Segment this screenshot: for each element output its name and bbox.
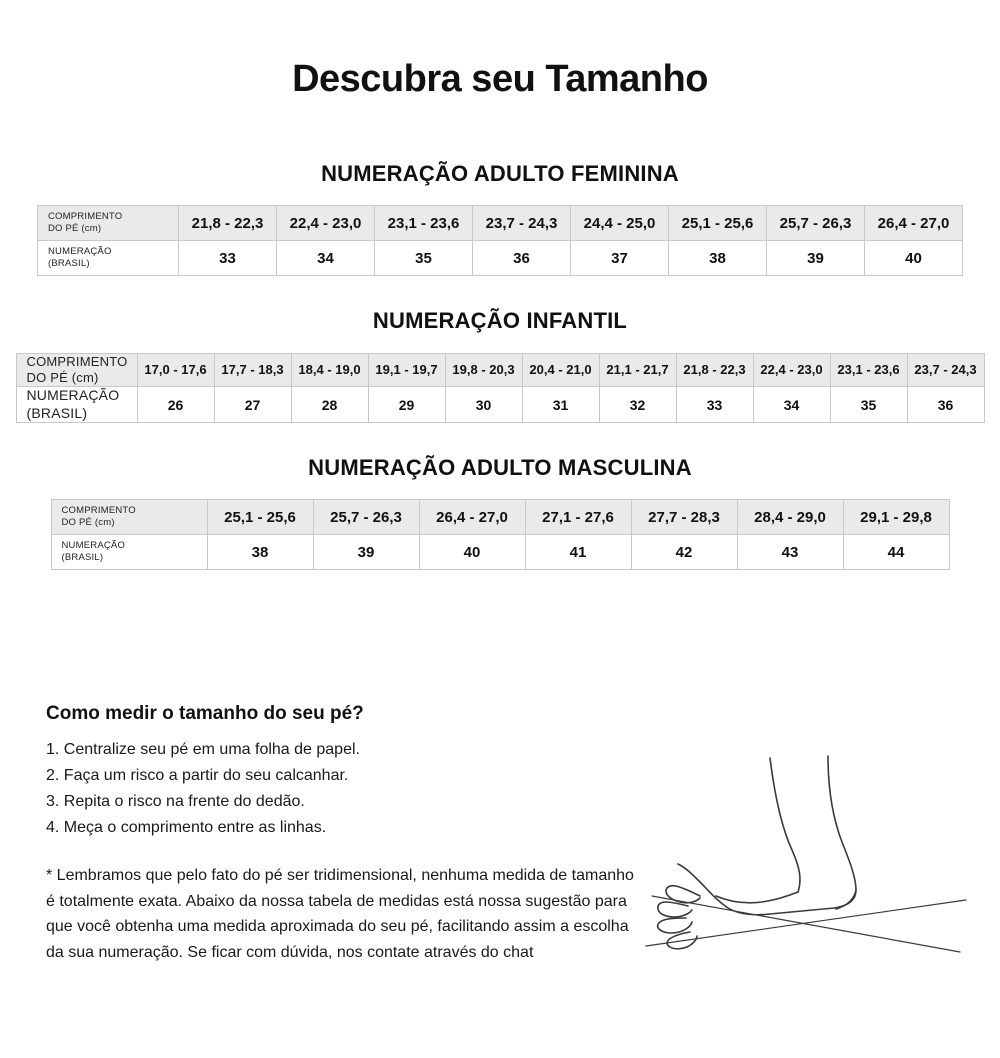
row-label-length (38, 206, 179, 241)
table-row (38, 206, 963, 241)
table-row (51, 535, 949, 570)
row-label-line1: COMPRIMENTO (48, 211, 123, 223)
cell-length: 18,4 - 19,0 (291, 353, 368, 387)
row-label-line1: NUMERAÇÃO (26, 387, 120, 403)
table-row (38, 241, 963, 276)
measurement-note: * Lembramos que pelo fato do pé ser tridimensional, nenhuma medida de tamanho é totalmente exata. Abaixo da nossa tabela de medidas está nossa sugestão para que você obtenha uma medida aproximada do seu pé, facilitando assim a escolha da sua numeração. Se ficar com dúvida, nos contate através do chat (46, 866, 634, 962)
cell-length: 29,1 - 29,8 (843, 500, 949, 535)
cell-length: 27,7 - 28,3 (631, 500, 737, 535)
cell-length: 22,4 - 23,0 (753, 353, 830, 387)
row-label-size (16, 387, 137, 423)
cell-size: 34 (277, 241, 375, 276)
how-to-step: 1. Centralize seu pé em uma folha de papel. (46, 741, 360, 758)
cell-length: 23,1 - 23,6 (830, 353, 907, 387)
cell-size: 34 (753, 387, 830, 423)
row-label-line2: (BRASIL) (61, 552, 104, 564)
row-label-line2: DO PÉ (cm) (26, 369, 99, 385)
table-row (51, 500, 949, 535)
cell-size: 27 (214, 387, 291, 423)
row-label-size (38, 241, 179, 276)
cell-length: 20,4 - 21,0 (522, 353, 599, 387)
row-label-length (16, 353, 137, 387)
cell-length: 26,4 - 27,0 (865, 206, 963, 241)
cell-length: 22,4 - 23,0 (277, 206, 375, 241)
cell-size: 38 (207, 535, 313, 570)
cell-length: 21,8 - 22,3 (676, 353, 753, 387)
section-title-female: NUMERAÇÃO ADULTO FEMININA (321, 161, 679, 186)
table-row (16, 353, 984, 387)
row-label-length (51, 500, 207, 535)
row-label-line1: NUMERAÇÃO (48, 246, 112, 258)
cell-length: 21,1 - 21,7 (599, 353, 676, 387)
foot-illustration-svg (642, 750, 972, 980)
cell-length: 25,7 - 26,3 (767, 206, 865, 241)
section-title-kids: NUMERAÇÃO INFANTIL (372, 308, 628, 334)
cell-size: 39 (767, 241, 865, 276)
cell-size: 33 (676, 387, 753, 423)
how-to-step: 3. Repita o risco na frente do dedão. (46, 792, 305, 810)
size-table-male (51, 499, 950, 570)
row-label-line2: DO PÉ (cm) (48, 223, 102, 235)
cell-length: 25,1 - 25,6 (207, 500, 313, 535)
size-table-female (37, 205, 963, 276)
cell-size: 30 (445, 387, 522, 423)
cell-size: 42 (631, 535, 737, 570)
foot-measure-illustration (642, 750, 972, 980)
row-label-size (51, 535, 207, 570)
cell-size: 33 (179, 241, 277, 276)
cell-length: 17,0 - 17,6 (137, 353, 214, 387)
row-label-line1: COMPRIMENTO (26, 353, 128, 369)
cell-size: 28 (291, 387, 368, 423)
cell-length: 19,8 - 20,3 (445, 353, 522, 387)
cell-length: 17,7 - 18,3 (214, 353, 291, 387)
cell-length: 19,1 - 19,7 (368, 353, 445, 387)
row-label-line1: COMPRIMENTO (61, 505, 136, 517)
cell-length: 23,7 - 24,3 (473, 206, 571, 241)
cell-size: 26 (137, 387, 214, 423)
cell-size: 35 (830, 387, 907, 423)
cell-length: 28,4 - 29,0 (737, 500, 843, 535)
row-label-line1: NUMERAÇÃO (61, 540, 126, 552)
cell-size: 35 (375, 241, 473, 276)
cell-size: 37 (571, 241, 669, 276)
cell-size: 40 (419, 535, 525, 570)
how-to-step: 4. Meça o comprimento entre as linhas. (46, 818, 327, 836)
cell-size: 38 (669, 241, 767, 276)
cell-size: 29 (368, 387, 445, 423)
table-row (16, 387, 984, 423)
cell-size: 39 (313, 535, 419, 570)
cell-size: 41 (525, 535, 631, 570)
cell-size: 43 (737, 535, 843, 570)
cell-length: 23,1 - 23,6 (375, 206, 473, 241)
row-label-line2: (BRASIL) (48, 258, 90, 270)
size-table-kids (16, 353, 985, 424)
row-label-line2: DO PÉ (cm) (61, 517, 115, 529)
cell-size: 36 (907, 387, 984, 423)
cell-size: 36 (473, 241, 571, 276)
cell-length: 21,8 - 22,3 (179, 206, 277, 241)
cell-size: 31 (522, 387, 599, 423)
cell-length: 25,1 - 25,6 (669, 206, 767, 241)
cell-length: 23,7 - 24,3 (907, 353, 984, 387)
cell-length: 26,4 - 27,0 (419, 500, 525, 535)
size-guide-page (0, 58, 1000, 1058)
cell-size: 32 (599, 387, 676, 423)
cell-length: 25,7 - 26,3 (313, 500, 419, 535)
cell-length: 27,1 - 27,6 (525, 500, 631, 535)
cell-size: 40 (865, 241, 963, 276)
row-label-line2: (BRASIL) (26, 404, 88, 421)
how-to-measure-title: Como medir o tamanho do seu pé? (46, 703, 364, 724)
cell-size: 44 (843, 535, 949, 570)
cell-length: 24,4 - 25,0 (571, 206, 669, 241)
section-title-male: NUMERAÇÃO ADULTO MASCULINA (308, 455, 692, 480)
how-to-measure-section (46, 703, 666, 966)
how-to-step: 2. Faça um risco a partir do seu calcanhar. (46, 766, 349, 784)
page-title: Descubra seu Tamanho (292, 58, 708, 100)
